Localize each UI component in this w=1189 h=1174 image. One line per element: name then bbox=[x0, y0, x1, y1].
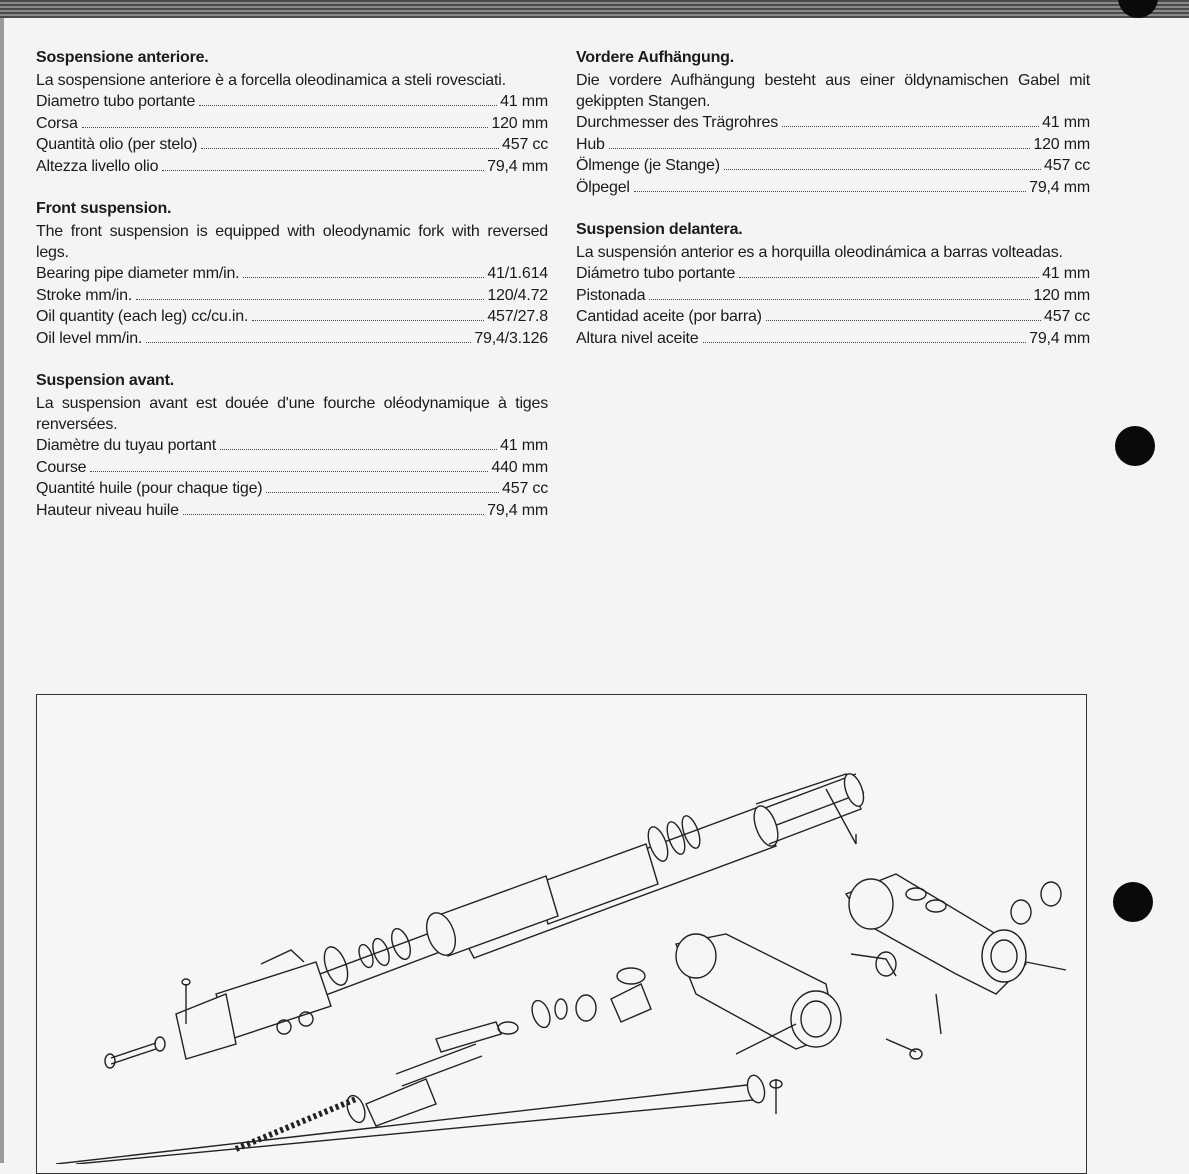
dot-leader bbox=[739, 277, 1039, 278]
section-heading: Vordere Aufhängung. bbox=[576, 49, 734, 66]
dot-leader bbox=[136, 299, 484, 300]
spec-label: Diámetro tubo portante bbox=[576, 265, 736, 282]
fork-internal-parts bbox=[344, 968, 651, 1126]
spec-value: 120/4.72 bbox=[487, 286, 548, 304]
spec-label: Stroke mm/in. bbox=[36, 286, 133, 304]
spec-value: 457 cc bbox=[1044, 157, 1090, 174]
fork-exploded-diagram bbox=[36, 694, 1088, 1164]
spec-label: Pistonada bbox=[576, 286, 646, 304]
section-intro: Die vordere Aufhängung besteht aus einer öldynamischen Gabel mit gekippten Stangen. bbox=[576, 72, 1090, 110]
left-column bbox=[36, 48, 548, 543]
dot-leader bbox=[199, 105, 497, 106]
spec-value: 457 cc bbox=[1044, 308, 1090, 325]
spec-row bbox=[36, 113, 548, 135]
dot-leader bbox=[649, 299, 1030, 300]
spec-row bbox=[576, 285, 1090, 307]
binder-hole-lower bbox=[1113, 882, 1153, 922]
dot-leader bbox=[162, 170, 484, 171]
spec-label: Oil level mm/in. bbox=[36, 329, 143, 347]
spec-value: 79,4 mm bbox=[1029, 178, 1090, 196]
dot-leader bbox=[201, 148, 499, 149]
dot-leader bbox=[766, 320, 1041, 321]
section-intro: The front suspension is equipped with oleodynamic fork with reversed legs. bbox=[36, 223, 548, 261]
page-left-edge bbox=[0, 18, 4, 1163]
section-intro: La suspensión anterior es a horquilla oleodinámica a barras volteadas. bbox=[576, 244, 1063, 261]
spec-row bbox=[36, 156, 548, 178]
dot-leader bbox=[703, 342, 1027, 343]
spec-row bbox=[576, 112, 1090, 134]
dot-leader bbox=[90, 471, 488, 472]
spec-label: Durchmesser des Trägrohres bbox=[576, 114, 778, 131]
spec-label: Hauteur niveau huile bbox=[36, 501, 179, 519]
dot-leader bbox=[634, 191, 1026, 192]
section-spanish bbox=[576, 220, 1090, 349]
spec-row bbox=[576, 177, 1090, 199]
spec-row bbox=[576, 263, 1090, 285]
section-german bbox=[576, 48, 1090, 198]
spec-value: 41/1.614 bbox=[487, 265, 548, 282]
spec-row bbox=[36, 285, 548, 307]
spec-value: 41 mm bbox=[1042, 114, 1090, 131]
spec-value: 120 mm bbox=[491, 114, 548, 132]
dot-leader bbox=[266, 492, 499, 493]
spec-label: Diamètre du tuyau portant bbox=[36, 437, 216, 454]
fork-triple-clamps bbox=[676, 874, 1066, 1059]
spec-label: Course bbox=[36, 458, 87, 476]
spec-value: 79,4 mm bbox=[487, 501, 548, 519]
dot-leader bbox=[252, 320, 484, 321]
dot-leader bbox=[609, 148, 1031, 149]
spec-row bbox=[576, 306, 1090, 328]
section-italian bbox=[36, 48, 548, 177]
section-heading: Sospensione anteriore. bbox=[36, 49, 209, 66]
spec-row bbox=[36, 263, 548, 285]
right-column bbox=[576, 48, 1090, 371]
binder-hole-middle bbox=[1115, 426, 1155, 466]
spec-value: 41 mm bbox=[1042, 265, 1090, 282]
dot-leader bbox=[82, 127, 489, 128]
spec-value: 120 mm bbox=[1033, 286, 1090, 304]
spec-value: 457/27.8 bbox=[487, 308, 548, 325]
spec-value: 41 mm bbox=[500, 93, 548, 110]
dot-leader bbox=[146, 342, 471, 343]
spec-value: 440 mm bbox=[491, 458, 548, 476]
section-heading: Front suspension. bbox=[36, 200, 172, 217]
spec-row bbox=[36, 328, 548, 350]
spec-value: 457 cc bbox=[502, 480, 548, 497]
spec-label: Diametro tubo portante bbox=[36, 93, 196, 110]
spec-value: 79,4/3.126 bbox=[474, 329, 548, 347]
spec-row bbox=[36, 500, 548, 522]
section-french bbox=[36, 371, 548, 521]
spec-row bbox=[36, 478, 548, 500]
dot-leader bbox=[724, 169, 1041, 170]
fork-diagram-frame bbox=[36, 694, 1087, 1174]
spec-row bbox=[36, 134, 548, 156]
spec-row bbox=[576, 155, 1090, 177]
spec-label: Quantità olio (per stelo) bbox=[36, 136, 198, 153]
section-heading: Suspension avant. bbox=[36, 372, 174, 389]
spec-label: Altura nivel aceite bbox=[576, 329, 699, 347]
spec-row bbox=[36, 91, 548, 113]
spec-value: 120 mm bbox=[1033, 135, 1090, 153]
spec-row bbox=[576, 134, 1090, 156]
section-heading: Suspension delantera. bbox=[576, 221, 743, 238]
spec-value: 79,4 mm bbox=[487, 157, 548, 175]
spec-row bbox=[36, 457, 548, 479]
spec-row bbox=[36, 435, 548, 457]
spec-label: Altezza livello olio bbox=[36, 157, 159, 175]
spec-value: 457 cc bbox=[502, 136, 548, 153]
spec-row bbox=[36, 306, 548, 328]
spec-label: Bearing pipe diameter mm/in. bbox=[36, 265, 240, 282]
page-top-band bbox=[0, 0, 1189, 18]
spec-label: Quantité huile (pour chaque tige) bbox=[36, 480, 263, 497]
section-intro: La sospensione anteriore è a forcella oleodinamica a steli rovesciati. bbox=[36, 72, 506, 89]
spec-label: Oil quantity (each leg) cc/cu.in. bbox=[36, 308, 249, 325]
section-english bbox=[36, 199, 548, 349]
dot-leader bbox=[243, 277, 484, 278]
spec-row bbox=[576, 328, 1090, 350]
spec-label: Cantidad aceite (por barra) bbox=[576, 308, 762, 325]
dot-leader bbox=[220, 449, 497, 450]
spec-value: 79,4 mm bbox=[1029, 329, 1090, 347]
spec-label: Hub bbox=[576, 135, 605, 153]
section-intro: La suspension avant est douée d'une fourche oléodynamique à tiges renversées. bbox=[36, 395, 548, 433]
dot-leader bbox=[183, 514, 484, 515]
dot-leader bbox=[782, 126, 1039, 127]
spec-label: Ölmenge (je Stange) bbox=[576, 157, 720, 174]
spec-value: 41 mm bbox=[500, 437, 548, 454]
spec-label: Ölpegel bbox=[576, 178, 630, 196]
spec-label: Corsa bbox=[36, 114, 78, 132]
